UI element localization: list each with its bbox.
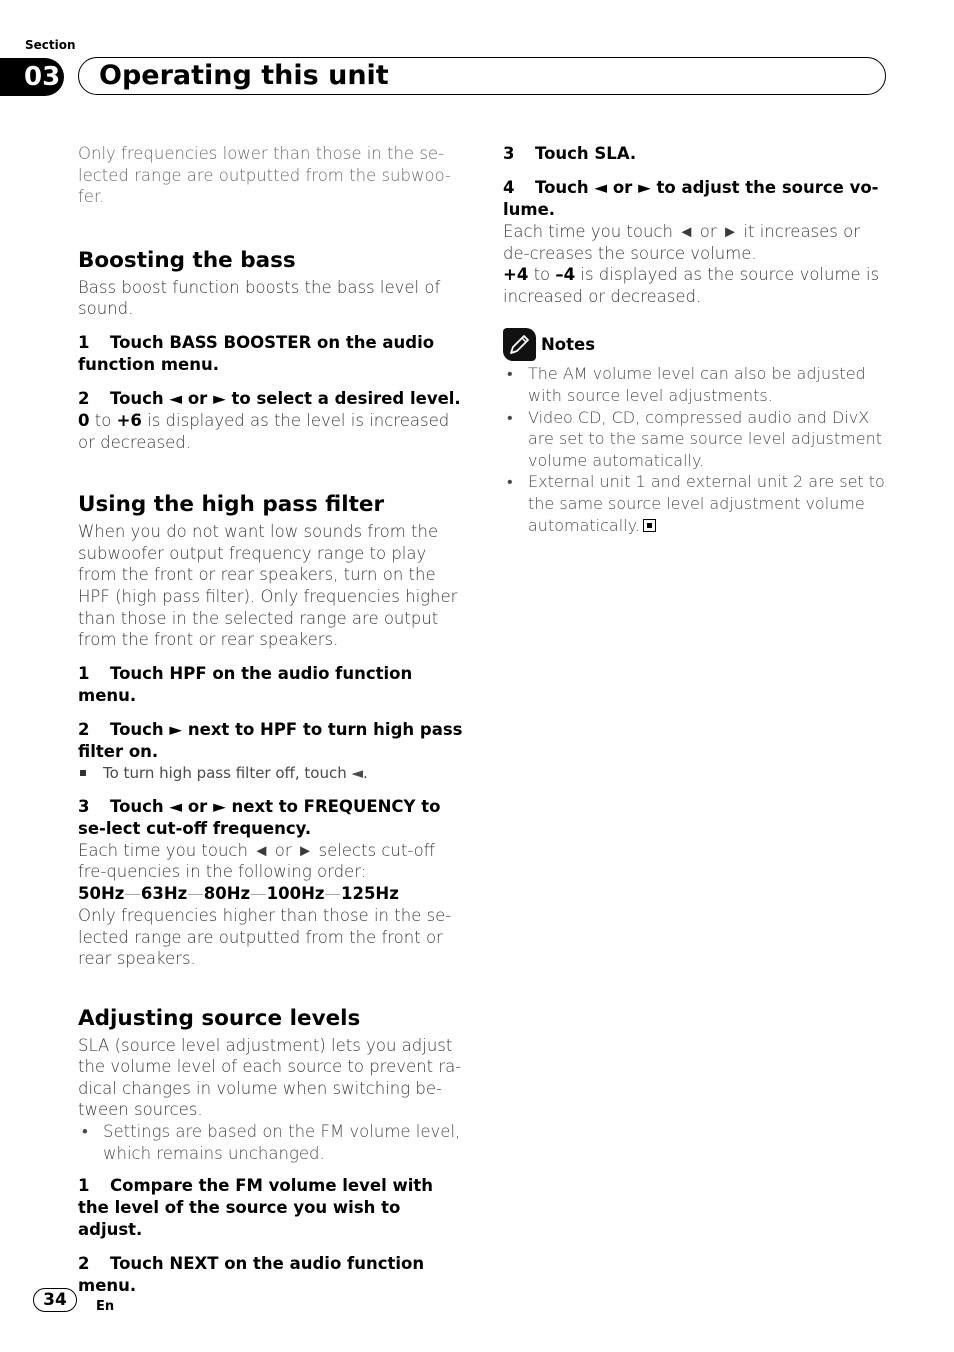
page-number: 34 (33, 1288, 77, 1312)
bullet-text: Settings are based on the FM volume level, which remains unchanged. (103, 1122, 461, 1163)
section-number-badge: 03 (0, 58, 64, 96)
step-number: 1 (78, 663, 90, 683)
step-number: 3 (78, 796, 90, 816)
sla-step-1 (78, 1175, 466, 1241)
freq-separator: — (324, 883, 341, 903)
freq-item: 125Hz (340, 883, 399, 903)
sla-step-2 (78, 1253, 466, 1297)
hpf-step-1 (78, 663, 466, 707)
sla-step-4-body: Each time you touch ◄ or ► it increases or de-creases the source volume. (503, 222, 861, 263)
step-number: 2 (78, 1254, 90, 1274)
freq-separator: — (124, 883, 141, 903)
subnote-text: To turn high pass filter off, touch ◄. (103, 763, 368, 782)
hpf-after-text: Only frequencies higher than those in the se-lected range are outputted from the front or rear speakers. (78, 905, 452, 969)
step-text: Touch ► next to HPF to turn high pass filter on. (78, 719, 463, 761)
range-to: +6 (116, 410, 142, 430)
range-tail: is displayed as the source volume is increased or decreased. (503, 265, 880, 306)
freq-item: 80Hz (203, 883, 251, 903)
freq-separator: — (250, 883, 267, 903)
note-text: The AM volume level can also be adjusted with source level adjustments. (528, 364, 866, 405)
note-text: External unit 1 and external unit 2 are set to the same source level adjustment volume automatically. (528, 472, 885, 535)
freq-item: 50Hz (78, 883, 125, 903)
sla-body: SLA (source level adjustment) lets you adjust the volume level of each source to prevent ra-dical changes in volume when switching be-tween sources. (78, 1035, 462, 1120)
bullet-icon: • (507, 407, 513, 427)
frequency-order (78, 883, 466, 905)
bass-step-2 (78, 388, 466, 410)
sla-range-text (503, 264, 889, 307)
bass-body: Bass boost function boosts the bass level of sound. (78, 277, 441, 319)
section-label: Section (25, 38, 76, 52)
bass-range-text (78, 410, 466, 453)
note-text: Video CD, CD, compressed audio and DivX are set to the same source level adjustment volume automatically. (528, 407, 882, 470)
freq-separator: — (187, 883, 204, 903)
step-text: Compare the FM volume level with the level of the source you wish to adjust. (78, 1176, 434, 1240)
page-title: Operating this unit (99, 60, 389, 91)
list-item (503, 407, 889, 472)
range-from: +4 (503, 265, 529, 285)
step-number: 1 (78, 1176, 90, 1196)
notes-label: Notes (541, 334, 596, 354)
heading-boosting-bass: Boosting the bass (78, 247, 296, 273)
bullet-icon: • (82, 1122, 88, 1142)
step-number: 2 (78, 388, 90, 408)
pencil-note-icon (503, 328, 536, 361)
hpf-body: When you do not want low sounds from the subwoofer output frequency range to play from the front or rear speakers, turn on the HPF (high pass filter). Only frequencies higher than those in the selected range are output from the front or rear speakers. (78, 522, 458, 650)
range-to-word: to (533, 265, 551, 285)
sla-step-3 (503, 143, 889, 165)
right-column (503, 143, 889, 536)
end-of-section-icon (643, 519, 656, 532)
hpf-step-3 (78, 796, 466, 840)
hpf-step-2 (78, 719, 466, 763)
notes-header (503, 327, 889, 361)
sla-bullet (78, 1121, 466, 1164)
step-text: Touch ◄ or ► next to FREQUENCY to se-lect cut-off frequency. (78, 796, 441, 838)
bass-step-1 (78, 332, 466, 376)
heading-high-pass-filter: Using the high pass filter (78, 492, 385, 518)
range-to-word: to (94, 410, 112, 430)
step-number: 2 (78, 719, 90, 739)
range-from: 0 (78, 410, 90, 430)
step-number: 1 (78, 332, 90, 352)
hpf-step-2-subnote (78, 763, 466, 783)
sla-step-4 (503, 177, 889, 221)
step-text: Touch NEXT on the audio function menu. (78, 1254, 425, 1296)
hpf-step-3-body: Each time you touch ◄ or ► selects cut-off fre-quencies in the following order: (78, 840, 436, 882)
bullet-icon: • (507, 364, 513, 384)
step-text: Touch ◄ or ► to adjust the source vo-lume. (503, 178, 879, 219)
step-number: 3 (503, 144, 515, 163)
step-text: Touch BASS BOOSTER on the audio function menu. (78, 332, 435, 374)
bullet-icon: • (507, 472, 513, 492)
step-text: Touch HPF on the audio function menu. (78, 663, 413, 705)
range-to: –4 (555, 265, 576, 285)
freq-item: 100Hz (266, 883, 325, 903)
heading-adjusting-source-levels: Adjusting source levels (78, 1005, 361, 1031)
list-item (503, 471, 889, 536)
step-text: Touch ◄ or ► to select a desired level. (110, 388, 461, 408)
left-column (78, 143, 466, 1297)
list-item (503, 363, 889, 406)
notes-list (503, 363, 889, 536)
intro-text: Only frequencies lower than those in the se-lected range are outputted from the subwoo-fer. (78, 144, 451, 207)
language-code: En (96, 1299, 115, 1314)
step-text: Touch SLA. (535, 144, 637, 163)
square-bullet-icon (80, 770, 86, 776)
title-box (78, 57, 886, 95)
freq-item: 63Hz (140, 883, 188, 903)
step-number: 4 (503, 178, 515, 197)
range-tail: is displayed as the level is increased or decreased. (78, 410, 450, 452)
